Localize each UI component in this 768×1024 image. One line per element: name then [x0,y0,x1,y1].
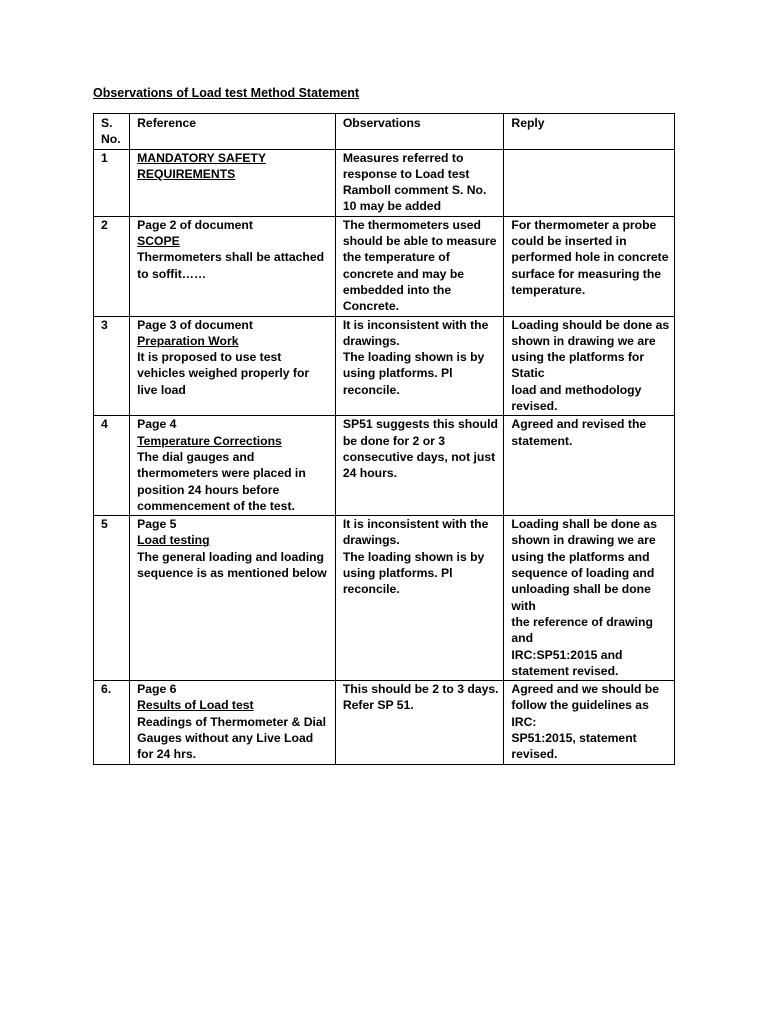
table-body [94,149,675,764]
reference-page: Page 5 [137,517,177,532]
reference-heading: Preparation Work [137,333,239,348]
observation-line: It is inconsistent with the [342,317,489,332]
cell-observations [335,216,504,316]
cell-sno: 6. [94,681,130,764]
reference-text: It is proposed to use test [137,350,282,365]
reference-page: Page 2 of document [137,217,253,232]
table-row [94,216,675,316]
header-reply: Reply [504,114,675,150]
reference-heading: Load testing [137,533,210,548]
cell-observations [335,316,504,416]
reference-text: to soffit…… [137,266,207,281]
header-sno [94,114,130,150]
cell-observations [335,149,504,216]
observation-line: drawings. [342,333,400,348]
reply-line: SP51:2015, statement [511,730,637,745]
reference-text: for 24 hrs. [137,747,197,762]
table-header-row [94,114,675,150]
cell-sno: 2 [94,216,130,316]
reference-heading: Results of Load test [137,698,254,713]
reference-text: live load [137,382,186,397]
observation-line: consecutive days, not just [342,449,496,464]
header-observations: Observations [335,114,504,150]
observation-line: response to Load test [342,166,470,181]
cell-reply [504,416,675,516]
cell-reference [130,149,336,216]
observation-line: 10 may be added [342,199,442,214]
reply-line: sequence of loading and [511,566,655,581]
cell-observations [335,681,504,764]
reference-heading: Temperature Corrections [137,433,282,448]
cell-sno: 3 [94,316,130,416]
observation-line: using platforms. Pl [342,566,453,581]
reply-line: could be inserted in [511,234,627,249]
reply-line: revised. [511,399,558,414]
cell-sno: 5 [94,516,130,681]
cell-reference [130,316,336,416]
reference-text: sequence is as mentioned below [137,566,327,581]
reply-line: IRC:SP51:2015 and [511,647,623,662]
reply-line: using the platforms and [511,549,650,564]
cell-reply [504,316,675,416]
reply-line: load and methodology [511,382,642,397]
observation-line: Ramboll comment S. No. [342,183,487,198]
reference-page: Page 4 [137,417,177,432]
reply-line: Loading shall be done as [511,517,657,532]
observation-line: Measures referred to [342,150,464,165]
table-row [94,416,675,516]
observation-line: concrete and may be [342,266,465,281]
table-row [94,316,675,416]
observations-table [93,113,675,765]
reference-text: position 24 hours before [137,482,280,497]
cell-observations [335,516,504,681]
observation-line: reconcile. [342,382,400,397]
observation-line: reconcile. [342,582,400,597]
reference-page: Page 6 [137,682,177,697]
table-row [94,516,675,681]
reply-line: statement revised. [511,663,619,678]
reply-line: surface for measuring the [511,266,662,281]
cell-sno: 1 [94,149,130,216]
observation-line: using platforms. Pl [342,366,453,381]
reference-text: vehicles weighed properly for [137,366,310,381]
observation-line: be done for 2 or 3 [342,433,446,448]
cell-reply [504,681,675,764]
observation-line: SP51 suggests this should [342,417,498,432]
cell-reference [130,416,336,516]
reply-line: the reference of drawing and [511,614,653,646]
reference-text: Thermometers shall be attached [137,250,325,265]
reference-heading: REQUIREMENTS [137,166,236,181]
cell-observations [335,416,504,516]
reply-line: Loading should be done as [511,317,670,332]
header-sno-line: No. [101,132,121,147]
observation-line: The thermometers used [342,217,481,232]
reference-text: The general loading and loading [137,549,324,564]
header-sno-line: S. [101,116,113,130]
reference-page: Page 3 of document [137,317,253,332]
reply-line: using the platforms for Static [511,350,645,381]
page-title: Observations of Load test Method Statement [93,86,360,100]
cell-reference [130,681,336,764]
observation-line: Concrete. [342,299,400,314]
cell-reply [504,149,675,216]
cell-reply [504,216,675,316]
observation-line: 24 hours. [342,466,397,481]
observation-line: It is inconsistent with the [342,517,489,532]
table-row [94,681,675,764]
observation-line: should be able to measure [342,234,497,249]
reference-text: Gauges without any Live Load [137,730,314,745]
reply-line: unloading shall be done with [511,582,651,613]
observation-line: The loading shown is by [342,350,485,365]
reply-line: temperature. [511,282,586,297]
table-row [94,149,675,216]
cell-reference [130,216,336,316]
reply-line: performed hole in concrete [511,250,669,265]
cell-sno: 4 [94,416,130,516]
observation-line: the temperature of [342,250,450,265]
reply-line: statement. [511,433,573,448]
observation-line: embedded into the [342,282,452,297]
observation-line: The loading shown is by [342,549,485,564]
reference-text: thermometers were placed in [137,466,306,481]
reply-line: For thermometer a probe [511,217,657,232]
observation-line: Refer SP 51. [342,698,414,713]
observation-line: drawings. [342,533,400,548]
reference-text: The dial gauges and [137,449,255,464]
reference-heading: SCOPE [137,234,180,249]
reply-line: follow the guidelines as IRC: [511,698,649,729]
reply-line: Agreed and revised the [511,417,647,432]
reply-line: shown in drawing we are [511,333,656,348]
cell-reference [130,516,336,681]
observation-line: This should be 2 to 3 days. [342,682,499,697]
cell-reply [504,516,675,681]
header-reference: Reference [130,114,336,150]
reference-text: commencement of the test. [137,498,295,513]
reply-line: Agreed and we should be [511,682,660,697]
reference-text: Readings of Thermometer & Dial [137,714,327,729]
reply-line: revised. [511,747,558,762]
reference-heading: MANDATORY SAFETY [137,150,266,165]
reply-line: shown in drawing we are [511,533,656,548]
